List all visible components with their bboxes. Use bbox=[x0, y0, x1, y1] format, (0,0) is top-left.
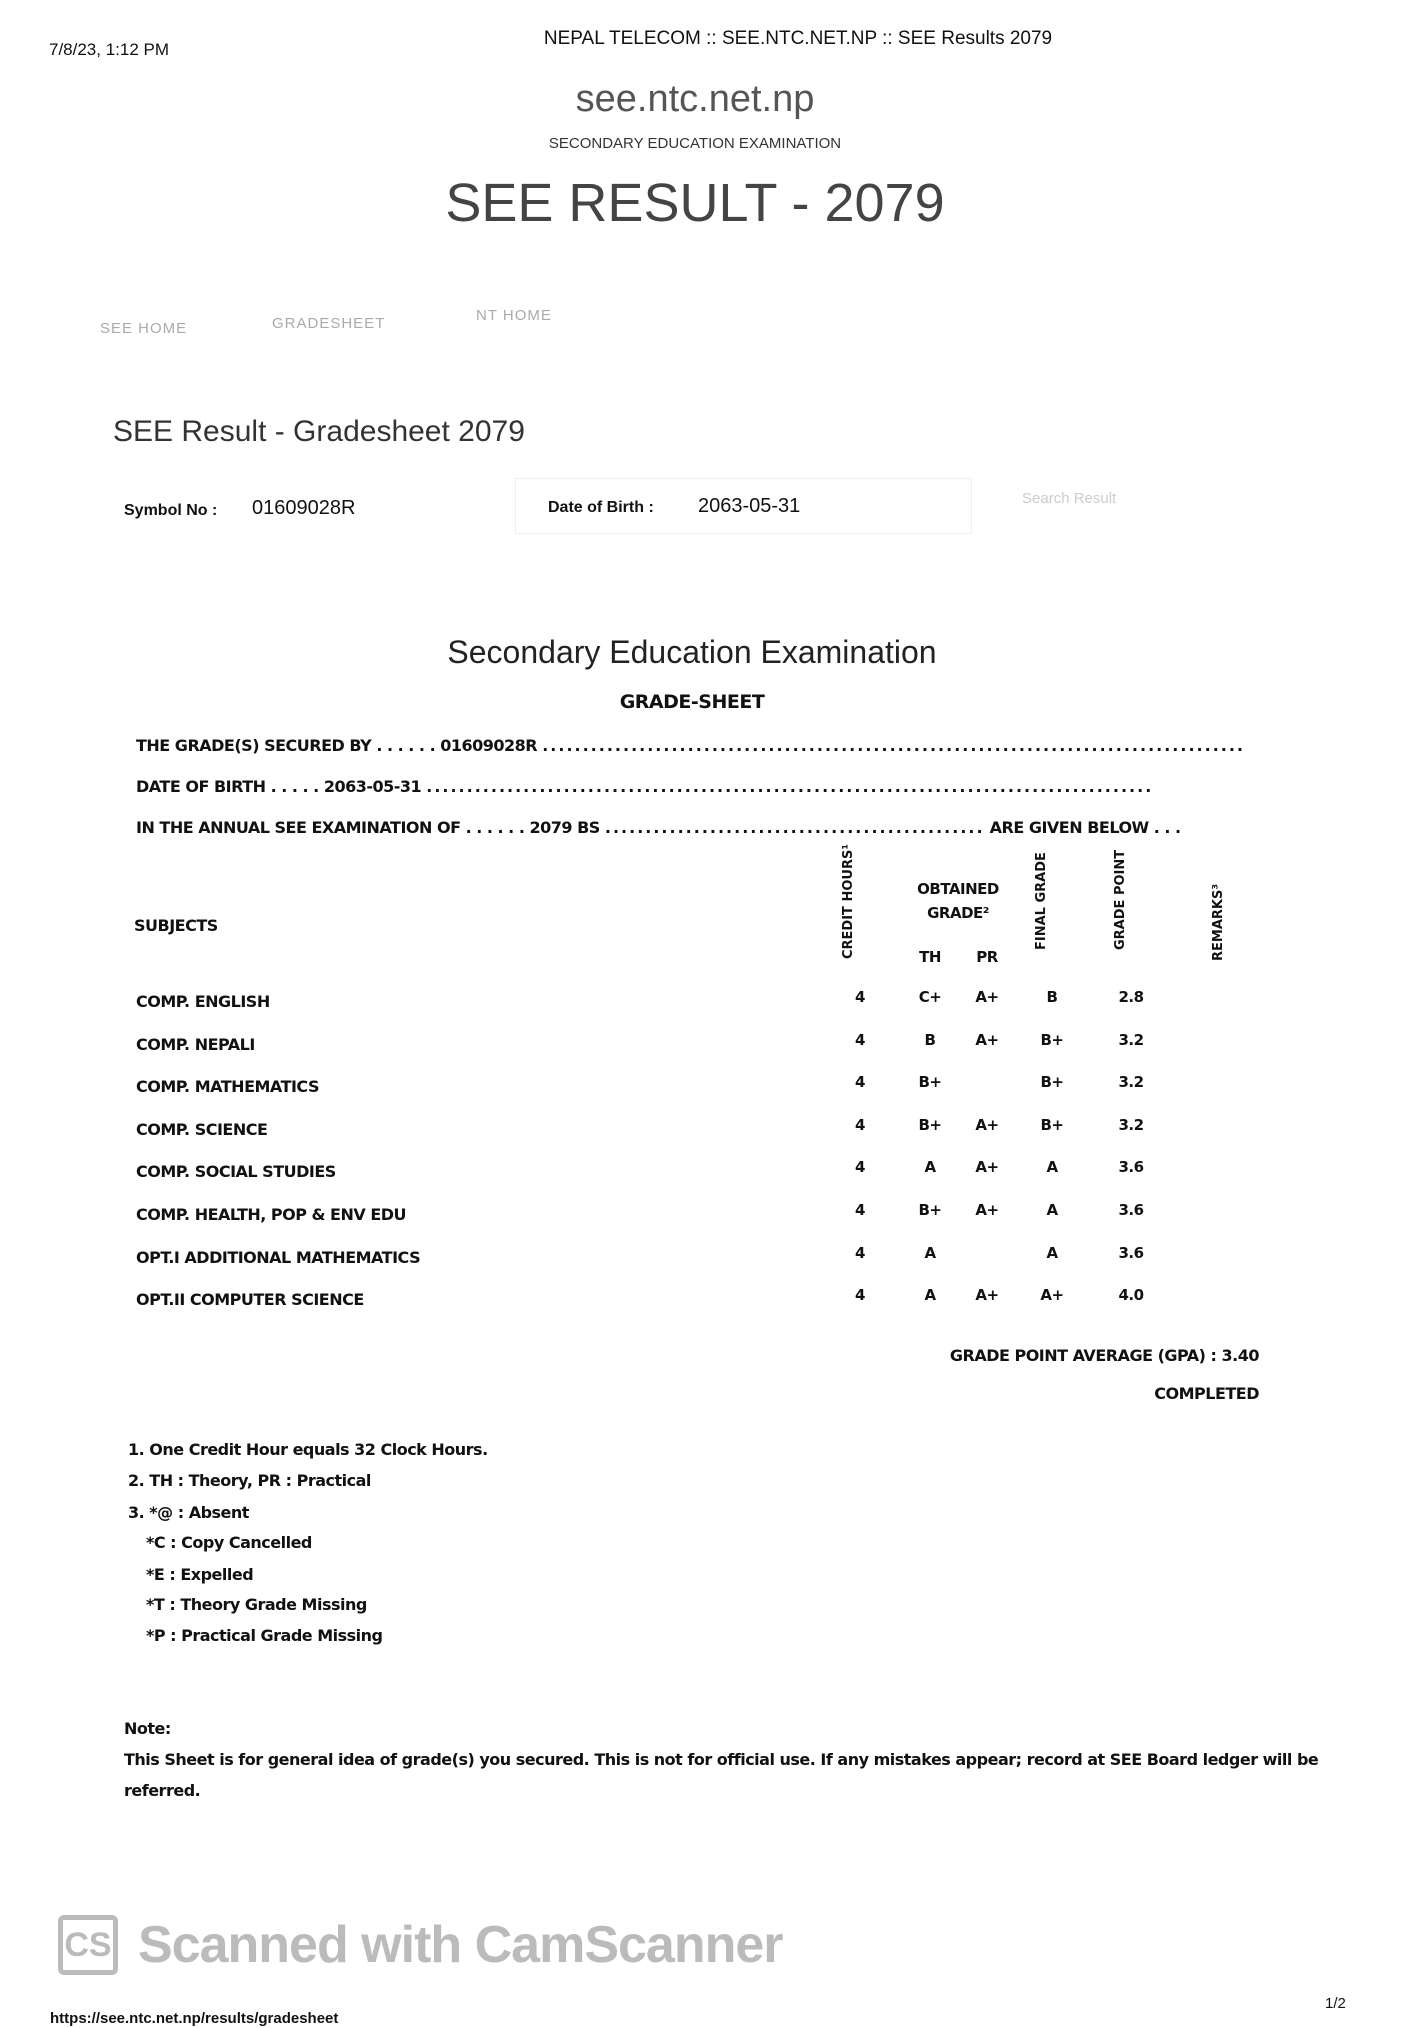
cell-th: B+ bbox=[918, 1073, 942, 1092]
cell-final: B+ bbox=[1040, 1073, 1064, 1092]
footnote-theory-missing: *T : Theory Grade Missing bbox=[146, 1595, 367, 1614]
cell-final: A+ bbox=[1040, 1286, 1064, 1305]
dob-input[interactable]: 2063-05-31 bbox=[698, 495, 801, 517]
cell-th: B bbox=[924, 1030, 936, 1049]
subject-name: OPT.II COMPUTER SCIENCE bbox=[136, 1290, 364, 1310]
print-page-title: NEPAL TELECOM :: SEE.NTC.NET.NP :: SEE Results 2079 bbox=[543, 28, 1053, 49]
note-text-continued: referred. bbox=[124, 1781, 201, 1800]
cell-point: 3.2 bbox=[1118, 1073, 1144, 1092]
print-footer-url: https://see.ntc.net.np/results/gradesheet bbox=[50, 2010, 339, 2027]
cell-credit: 4 bbox=[855, 1286, 865, 1305]
header-th: TH bbox=[919, 948, 941, 966]
sheet-title: Secondary Education Examination bbox=[447, 634, 937, 670]
cell-pr: A+ bbox=[975, 1286, 999, 1305]
print-datetime: 7/8/23, 1:12 PM bbox=[49, 40, 170, 59]
status-text: COMPLETED bbox=[1154, 1384, 1259, 1403]
cell-th: C+ bbox=[918, 988, 942, 1006]
cell-final: A bbox=[1046, 1158, 1058, 1177]
cell-credit: 4 bbox=[855, 988, 865, 1006]
cell-final: A bbox=[1046, 1243, 1058, 1262]
cell-final: B bbox=[1046, 988, 1058, 1006]
subject-name: COMP. ENGLISH bbox=[136, 992, 270, 1011]
cell-th: B+ bbox=[918, 1201, 942, 1219]
footnote-practical-missing: *P : Practical Grade Missing bbox=[146, 1626, 383, 1645]
header-grade-point: GRADE POINT bbox=[1113, 849, 1128, 950]
nav-nt-home[interactable]: NT HOME bbox=[476, 307, 552, 324]
nav-gradesheet[interactable]: GRADESHEET bbox=[272, 315, 386, 332]
cell-credit: 4 bbox=[855, 1243, 865, 1262]
cell-credit: 4 bbox=[855, 1158, 865, 1177]
subject-name: COMP. SOCIAL STUDIES bbox=[136, 1162, 336, 1182]
cell-th: B+ bbox=[918, 1115, 942, 1134]
camscanner-watermark bbox=[58, 1915, 783, 1975]
cell-credit: 4 bbox=[855, 1201, 865, 1219]
note-text: This Sheet is for general idea of grade(s) you secured. This is not for official use. If any mistakes appear; record at SEE Board ledger will be bbox=[124, 1750, 1319, 1769]
subject-name: COMP. NEPALI bbox=[136, 1034, 255, 1054]
gradesheet-heading: SEE Result - Gradesheet 2079 bbox=[113, 415, 525, 448]
cell-final: B+ bbox=[1040, 1030, 1064, 1049]
header-subjects: SUBJECTS bbox=[134, 916, 218, 935]
cell-point: 3.6 bbox=[1118, 1243, 1144, 1262]
header-final-grade: FINAL GRADE bbox=[1034, 852, 1049, 950]
footnote-expelled: *E : Expelled bbox=[146, 1565, 254, 1584]
header-grade: GRADE² bbox=[927, 904, 989, 922]
cell-final: B+ bbox=[1040, 1115, 1064, 1134]
cell-pr: A+ bbox=[975, 1115, 999, 1134]
footnote-3: 3. *@ : Absent bbox=[128, 1503, 249, 1522]
dob-line-label: DATE OF BIRTH . . . . . bbox=[136, 777, 319, 796]
sheet-subtitle: GRADE-SHEET bbox=[619, 691, 765, 713]
cell-point: 3.2 bbox=[1118, 1030, 1144, 1049]
dob-line: DATE OF BIRTH . . . . . 2063-05-31 .......................................................................................... bbox=[136, 777, 1154, 796]
exam-line: IN THE ANNUAL SEE EXAMINATION OF . . . . . . 2079 BS ............................................... ARE GIVEN BELOW . . . bbox=[136, 818, 1181, 837]
site-title: SEE RESULT - 2079 bbox=[445, 173, 945, 233]
search-result-button[interactable]: Search Result bbox=[1022, 490, 1117, 507]
header-obtained: OBTAINED bbox=[917, 880, 999, 898]
camscanner-text: Scanned with CamScanner bbox=[138, 1916, 783, 1974]
grade-secured-value: 01609028R bbox=[440, 736, 538, 755]
subject-name: OPT.I ADDITIONAL MATHEMATICS bbox=[136, 1247, 421, 1267]
cell-credit: 4 bbox=[855, 1115, 865, 1134]
symbol-input[interactable]: 01609028R bbox=[252, 497, 356, 519]
cell-th: A bbox=[924, 1286, 936, 1305]
exam-line-label: IN THE ANNUAL SEE EXAMINATION OF . . . . . . bbox=[136, 818, 525, 837]
dob-label: Date of Birth : bbox=[548, 499, 654, 516]
cell-point: 3.2 bbox=[1118, 1115, 1144, 1134]
site-domain: see.ntc.net.np bbox=[575, 78, 815, 120]
subject-name: COMP. MATHEMATICS bbox=[136, 1077, 319, 1097]
header-credit-hours: CREDIT HOURS¹ bbox=[841, 843, 856, 959]
cell-final: A bbox=[1046, 1201, 1058, 1219]
print-page-number: 1/2 bbox=[1325, 1995, 1346, 2012]
symbol-label: Symbol No : bbox=[124, 502, 218, 519]
exam-line-value: 2079 BS bbox=[529, 818, 600, 837]
cell-credit: 4 bbox=[855, 1073, 865, 1092]
cell-point: 3.6 bbox=[1118, 1201, 1144, 1219]
camscanner-logo-icon: CS bbox=[58, 1915, 118, 1975]
cell-pr: A+ bbox=[975, 988, 999, 1006]
cell-pr: A+ bbox=[975, 1030, 999, 1049]
dob-line-value: 2063-05-31 bbox=[323, 777, 422, 796]
header-remarks: REMARKS³ bbox=[1211, 883, 1226, 962]
cell-credit: 4 bbox=[855, 1030, 865, 1049]
header-pr: PR bbox=[976, 948, 998, 966]
footnote-2: 2. TH : Theory, PR : Practical bbox=[128, 1471, 371, 1490]
subject-name: COMP. HEALTH, POP & ENV EDU bbox=[136, 1205, 407, 1224]
grade-secured-line: THE GRADE(S) SECURED BY . . . . . . 01609028R ....................................................................................... bbox=[136, 736, 1245, 755]
cell-pr: A+ bbox=[975, 1158, 999, 1177]
footnote-1: 1. One Credit Hour equals 32 Clock Hours. bbox=[128, 1440, 488, 1459]
site-subtitle: SECONDARY EDUCATION EXAMINATION bbox=[548, 135, 842, 152]
cell-pr: A+ bbox=[975, 1201, 999, 1219]
note-label: Note: bbox=[124, 1719, 171, 1738]
cell-th: A bbox=[924, 1243, 936, 1262]
nav-see-home[interactable]: SEE HOME bbox=[100, 320, 188, 337]
cell-point: 4.0 bbox=[1118, 1286, 1144, 1305]
gpa-text: GRADE POINT AVERAGE (GPA) : 3.40 bbox=[949, 1346, 1259, 1365]
cell-th: A bbox=[924, 1158, 936, 1177]
cell-point: 2.8 bbox=[1118, 988, 1144, 1006]
cell-point: 3.6 bbox=[1118, 1158, 1144, 1177]
grade-secured-label: THE GRADE(S) SECURED BY . . . . . . bbox=[136, 736, 436, 755]
footnote-copy-cancelled: *C : Copy Cancelled bbox=[146, 1533, 312, 1552]
exam-line-suffix: ARE GIVEN BELOW . . . bbox=[989, 818, 1181, 837]
subject-name: COMP. SCIENCE bbox=[136, 1119, 268, 1139]
